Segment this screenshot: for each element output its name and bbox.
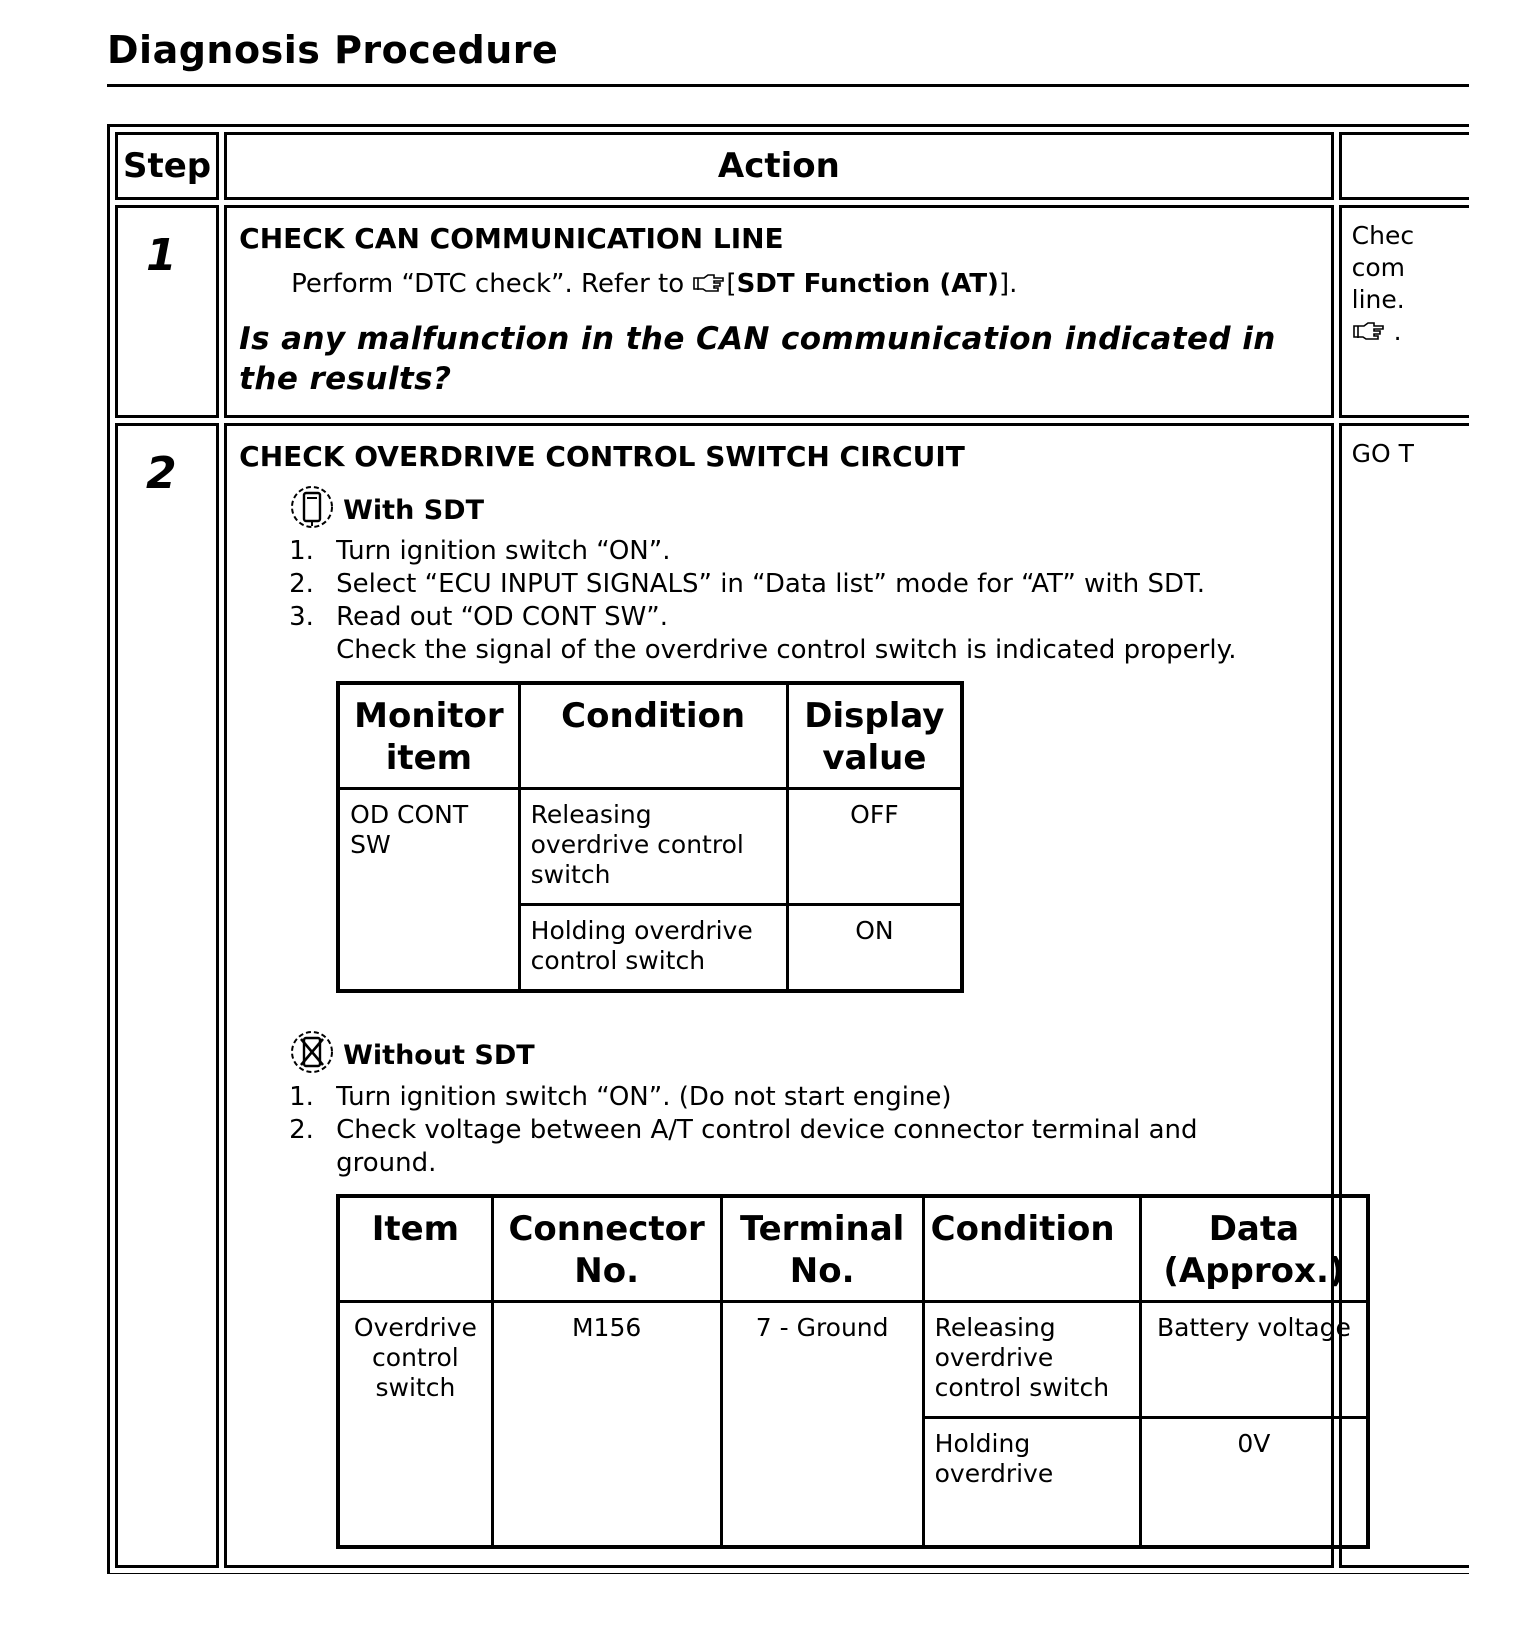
with-sdt-steps [239, 535, 1317, 634]
result-cell [1339, 205, 1469, 418]
title-divider [107, 84, 1469, 87]
list-number: 2. [289, 569, 314, 599]
table-cell: OFF [787, 789, 962, 905]
list-item [289, 1114, 1317, 1180]
step-number: 1 [115, 205, 219, 418]
reference-icon [1352, 317, 1386, 346]
list-text: Turn ignition switch “ON”. [336, 536, 671, 566]
no-sdt-tool-icon [289, 1029, 343, 1082]
table-cell: Releasing overdrive control switch [923, 1301, 1140, 1417]
page-title: Diagnosis Procedure [107, 28, 559, 72]
column-header: Condition [519, 683, 787, 789]
list-item [289, 1081, 1317, 1114]
instruction-text [291, 269, 1317, 299]
list-text: Check voltage between A/T control device connector terminal and ground. [336, 1114, 1198, 1178]
result-reference[interactable] [1352, 316, 1469, 348]
result-line: line. [1351, 285, 1405, 314]
list-text: Select “ECU INPUT SIGNALS” in “Data list” mode for “AT” with SDT. [336, 569, 1206, 599]
result-cell: GO T [1339, 423, 1469, 1568]
list-text: Turn ignition switch “ON”. (Do not start engine) [336, 1081, 952, 1112]
step-number: 2 [115, 423, 219, 1568]
table-cell: OD CONT SW [338, 789, 519, 991]
table-cell: Holding overdrive control switch [519, 905, 787, 991]
table-row [338, 1301, 1368, 1417]
sdt-tool-icon [289, 484, 343, 537]
check-note: Check the signal of the overdrive control switch is indicated properly. [336, 635, 1237, 665]
table-cell: ON [787, 905, 962, 991]
list-number: 3. [289, 602, 314, 632]
without-sdt-steps [239, 1081, 1317, 1180]
step-title: CHECK OVERDRIVE CONTROL SWITCH CIRCUIT [239, 440, 965, 473]
table-cell: Releasing overdrive control switch [519, 789, 787, 905]
table-row [338, 789, 962, 905]
step-row-2 [115, 423, 1469, 1568]
table-header-row [338, 683, 962, 789]
voltage-table [336, 1194, 1370, 1550]
table-cell: Holding overdrive [923, 1417, 1140, 1547]
table-header-row [338, 1196, 1368, 1302]
column-header: Data (Approx.) [1140, 1196, 1368, 1302]
table-cell: Overdrive control switch [338, 1301, 492, 1547]
list-item [289, 535, 1317, 568]
list-number: 1. [289, 1081, 314, 1112]
action-cell [224, 205, 1334, 418]
column-header: Condition [923, 1196, 1140, 1302]
procedure-table [107, 124, 1469, 1574]
with-sdt-heading [289, 487, 1317, 533]
result-reference-suffix: . [1385, 317, 1402, 346]
monitor-table [336, 681, 964, 993]
result-line: com [1351, 253, 1406, 282]
column-header: Display value [787, 683, 962, 789]
table-cell: Battery voltage [1140, 1301, 1368, 1417]
result-line: Chec [1351, 221, 1415, 250]
step-row-1 [115, 205, 1469, 418]
without-sdt-label: Without SDT [343, 1040, 535, 1071]
reference-icon [692, 269, 726, 299]
instruction-prefix: Perform “DTC check”. Refer to [291, 269, 693, 299]
list-text: Read out “OD CONT SW”. [336, 602, 669, 632]
ref-bracket-close: ]. [998, 269, 1018, 299]
ref-bracket-open: [ [726, 269, 737, 299]
list-number: 2. [289, 1114, 314, 1145]
column-header: Terminal No. [721, 1196, 923, 1302]
column-header: Item [338, 1196, 492, 1302]
table-cell: 7 - Ground [721, 1301, 923, 1547]
result-column-header [1339, 132, 1469, 200]
list-item [289, 568, 1317, 601]
list-item [289, 601, 1317, 634]
procedure-table-viewport [107, 124, 1469, 1574]
list-number: 1. [289, 536, 314, 566]
action-cell [224, 423, 1351, 1568]
column-header: Monitor item [338, 683, 519, 789]
header-row [115, 132, 1469, 200]
action-column-header: Action [224, 132, 1334, 200]
without-sdt-heading [289, 1033, 1317, 1079]
check-question: Is any malfunction in the CAN communication indicated in the results? [239, 321, 1276, 397]
step-title: CHECK CAN COMMUNICATION LINE [239, 222, 784, 255]
with-sdt-label: With SDT [343, 494, 484, 526]
step-column-header: Step [115, 132, 219, 200]
table-cell: M156 [492, 1301, 721, 1547]
table-cell: 0V [1140, 1417, 1368, 1547]
reference-link[interactable]: SDT Function (AT) [736, 269, 999, 299]
column-header: Connector No. [492, 1196, 721, 1302]
